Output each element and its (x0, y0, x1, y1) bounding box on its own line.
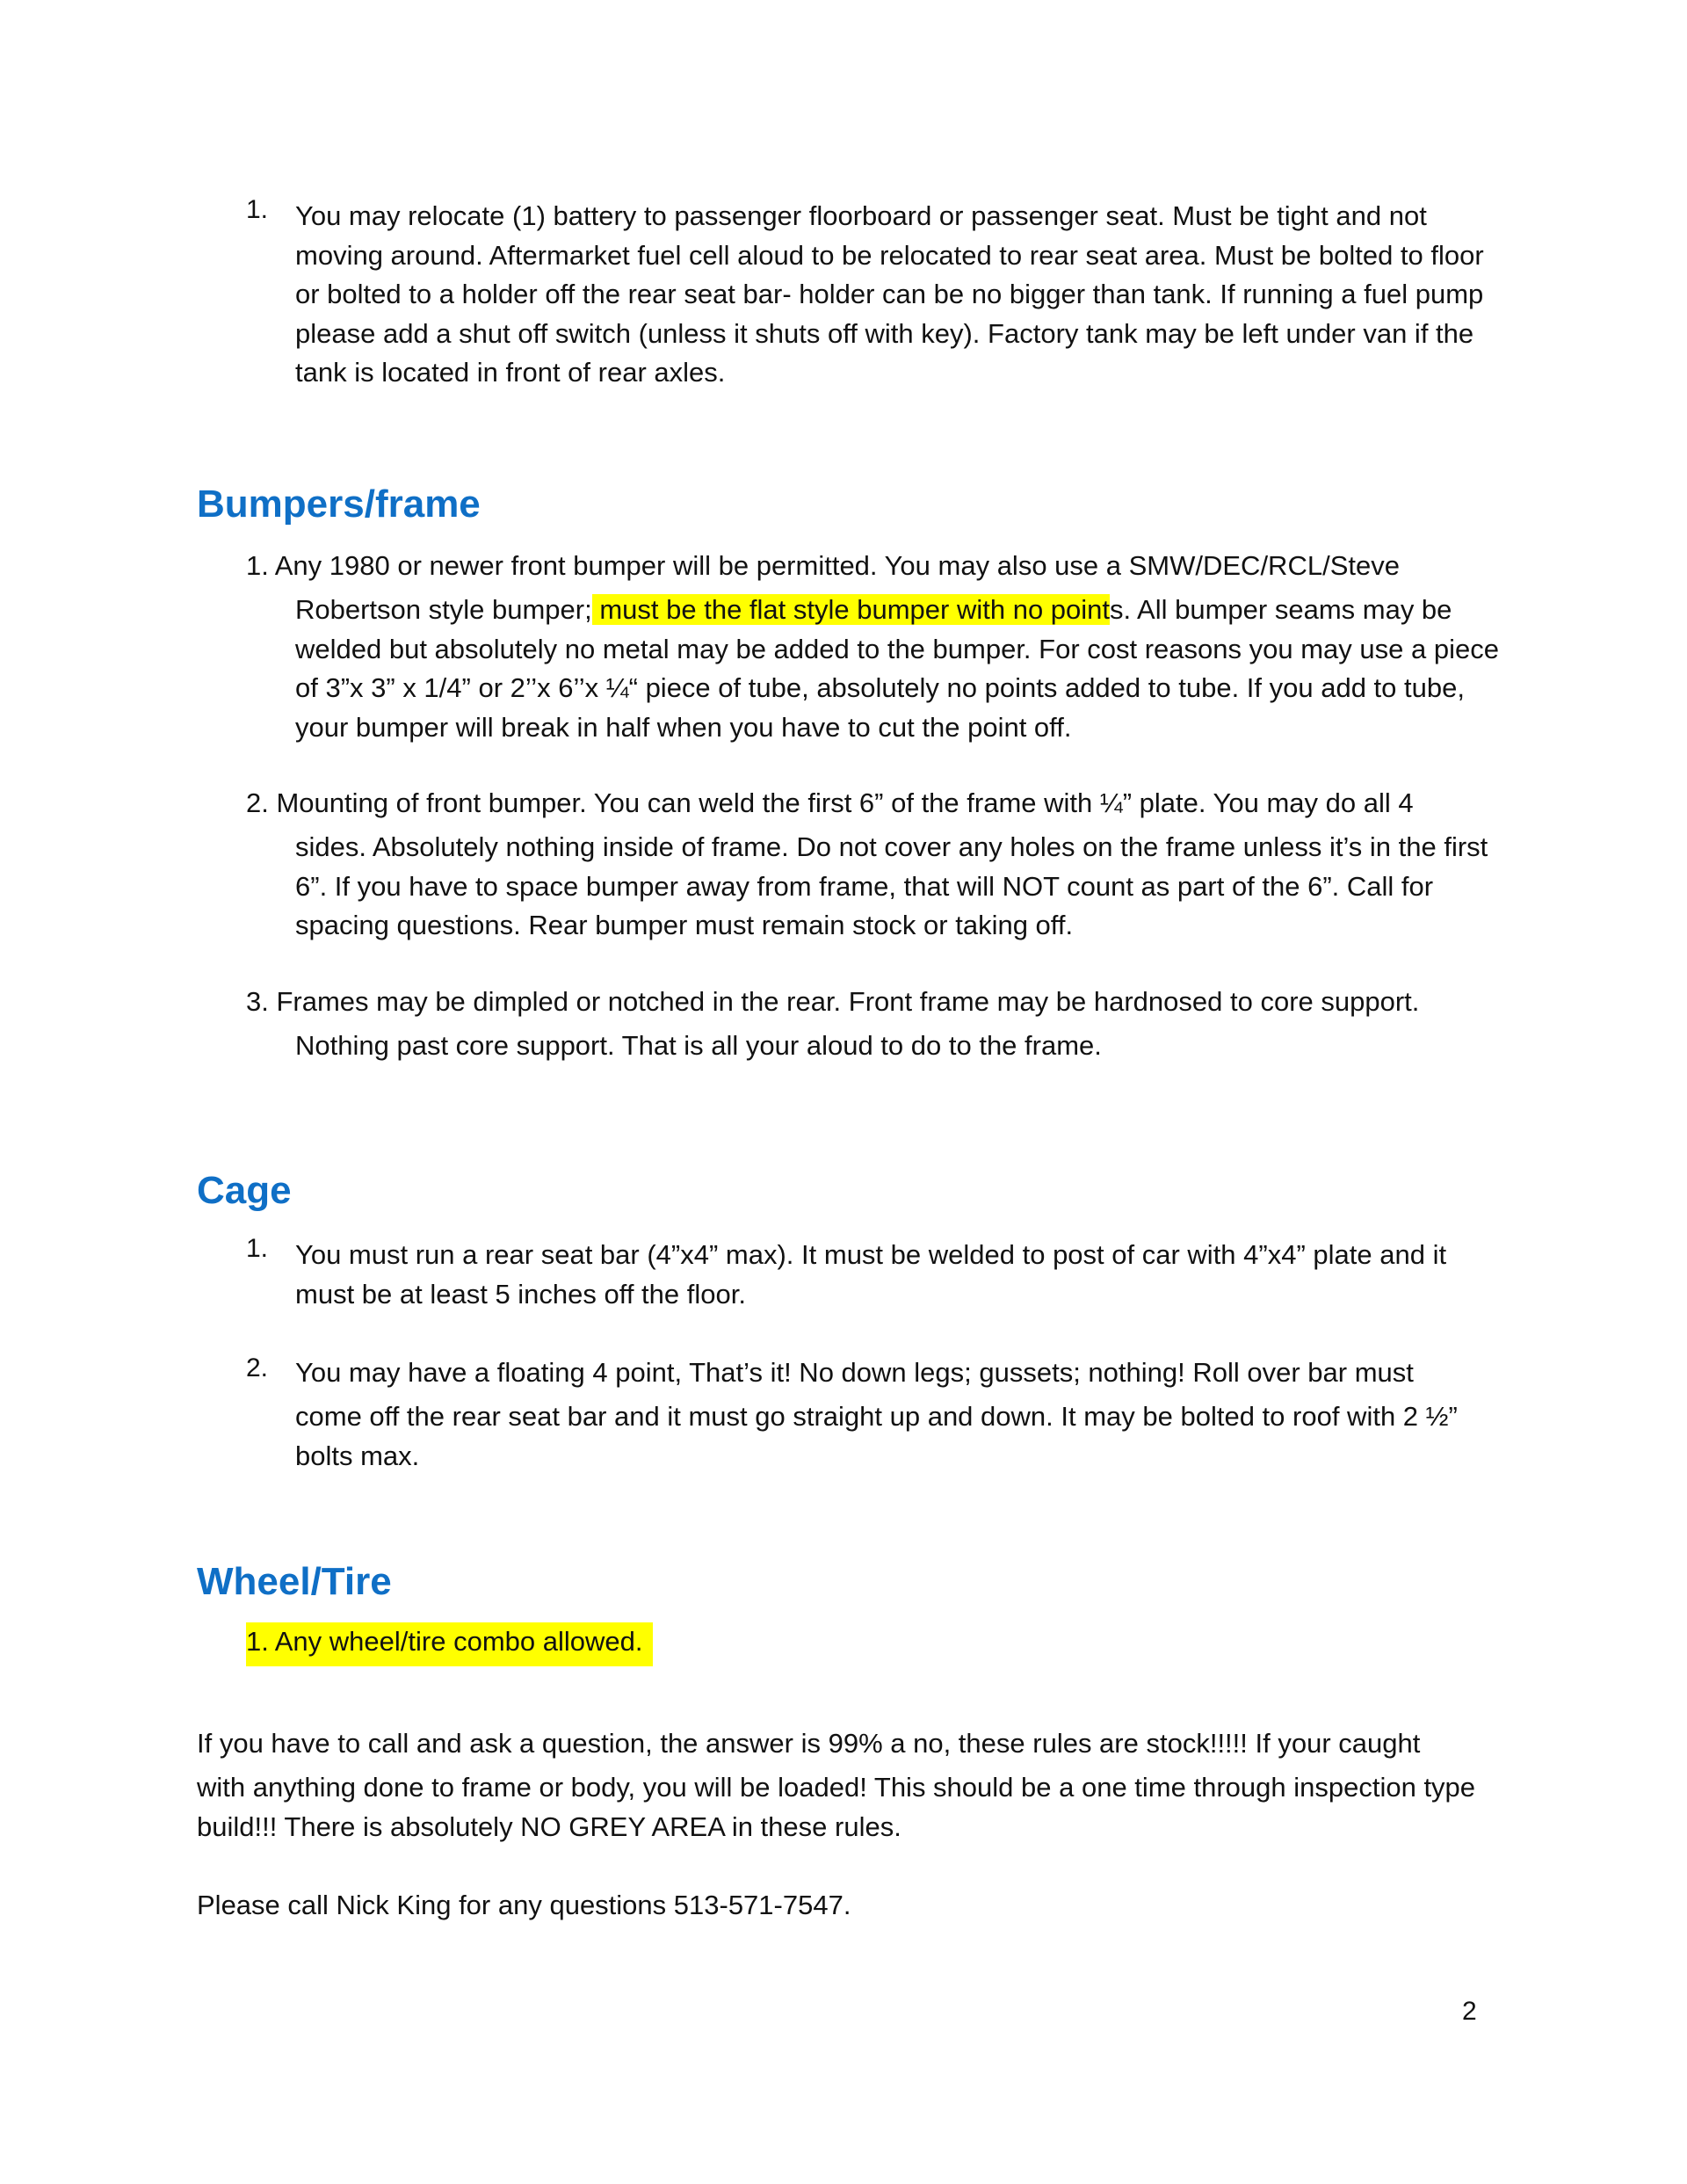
cage-item1-number: 1. (246, 1234, 269, 1263)
wheel-item1-highlighted: 1. Any wheel/tire combo allowed. (246, 1622, 653, 1666)
bumpers-item2-first-line: 2. Mounting of front bumper. You can weld the first 6” of the frame with ¼” plate. You may do all 4 (246, 787, 1414, 818)
closing-line1: If you have to call and ask a question, the answer is 99% a no, these rules are stock!!!!! If your caught (197, 1728, 1421, 1759)
bumpers-item3-first-line: 3. Frames may be dimpled or notched in the rear. Front frame may be hardnosed to core support. (246, 986, 1420, 1017)
battery-item-text: You may relocate (1) battery to passenger floorboard or passenger seat. Must be tight and not moving around. Aftermarket fuel cell aloud to be relocated to rear seat area. Must be bolted to floor or bolted to a holder off the rear seat bar- holder can be no bigger than tank. If running a fuel pump please add a shut off switch (unless it shuts off with key). Factory tank may be left under van if the tank is located in front of rear axles. (295, 200, 1484, 388)
bumpers-item1-rest (295, 591, 1508, 747)
contact-line: Please call Nick King for any questions 513-571-7547. (197, 1890, 851, 1920)
closing-rest: with anything done to frame or body, you will be loaded! This should be a one time through inspection type build!!! There is absolutely NO GREY AREA in these rules. (197, 1772, 1476, 1842)
cage-item2-first-line: You may have a floating 4 point, That’s it! No down legs; gussets; nothing! Roll over bar must (295, 1357, 1414, 1388)
battery-item-number: 1. (246, 195, 269, 224)
heading-cage: Cage (197, 1169, 292, 1212)
bumpers-item1-rest-pre: Robertson style bumper; (295, 594, 592, 625)
cage-item1-text: You must run a rear seat bar (4”x4” max). It must be welded to post of car with 4”x4” plate and it must be at least 5 inches off the floor. (295, 1239, 1447, 1310)
bumpers-item1-first-line: 1. Any 1980 or newer front bumper will be permitted. You may also use a SMW/DEC/RCL/Steve (246, 550, 1400, 581)
cage-item2-number: 2. (246, 1353, 269, 1382)
bumpers-item2-rest: sides. Absolutely nothing inside of frame. Do not cover any holes on the frame unless it’s in the first 6”. If you have to space bumper away from frame, that will NOT count as part of the 6”. Call for spacing questions. Rear bumper must remain stock or taking off. (295, 831, 1488, 940)
heading-wheel-tire: Wheel/Tire (197, 1560, 392, 1603)
heading-bumpers-frame: Bumpers/frame (197, 483, 481, 526)
bumpers-item1-rest-post: s. All bumper seams may be welded but absolutely no metal may be added to the bumper. For cost reasons you may use a piece of 3”x 3” x 1/4” or 2’’x 6’’x ¼“ piece of tube, absolutely no points added to tube. If you add to tube, your bumper will break in half when you have to cut the point off. (295, 594, 1499, 743)
bumpers-item1-highlight: must be the flat style bumper with no point (591, 594, 1111, 625)
page-number: 2 (1462, 1997, 1477, 2026)
cage-item2-rest: come off the rear seat bar and it must go straight up and down. It may be bolted to roof with 2 ½” bolts max. (295, 1401, 1458, 1471)
bumpers-item3-rest: Nothing past core support. That is all your aloud to do to the frame. (295, 1030, 1102, 1061)
